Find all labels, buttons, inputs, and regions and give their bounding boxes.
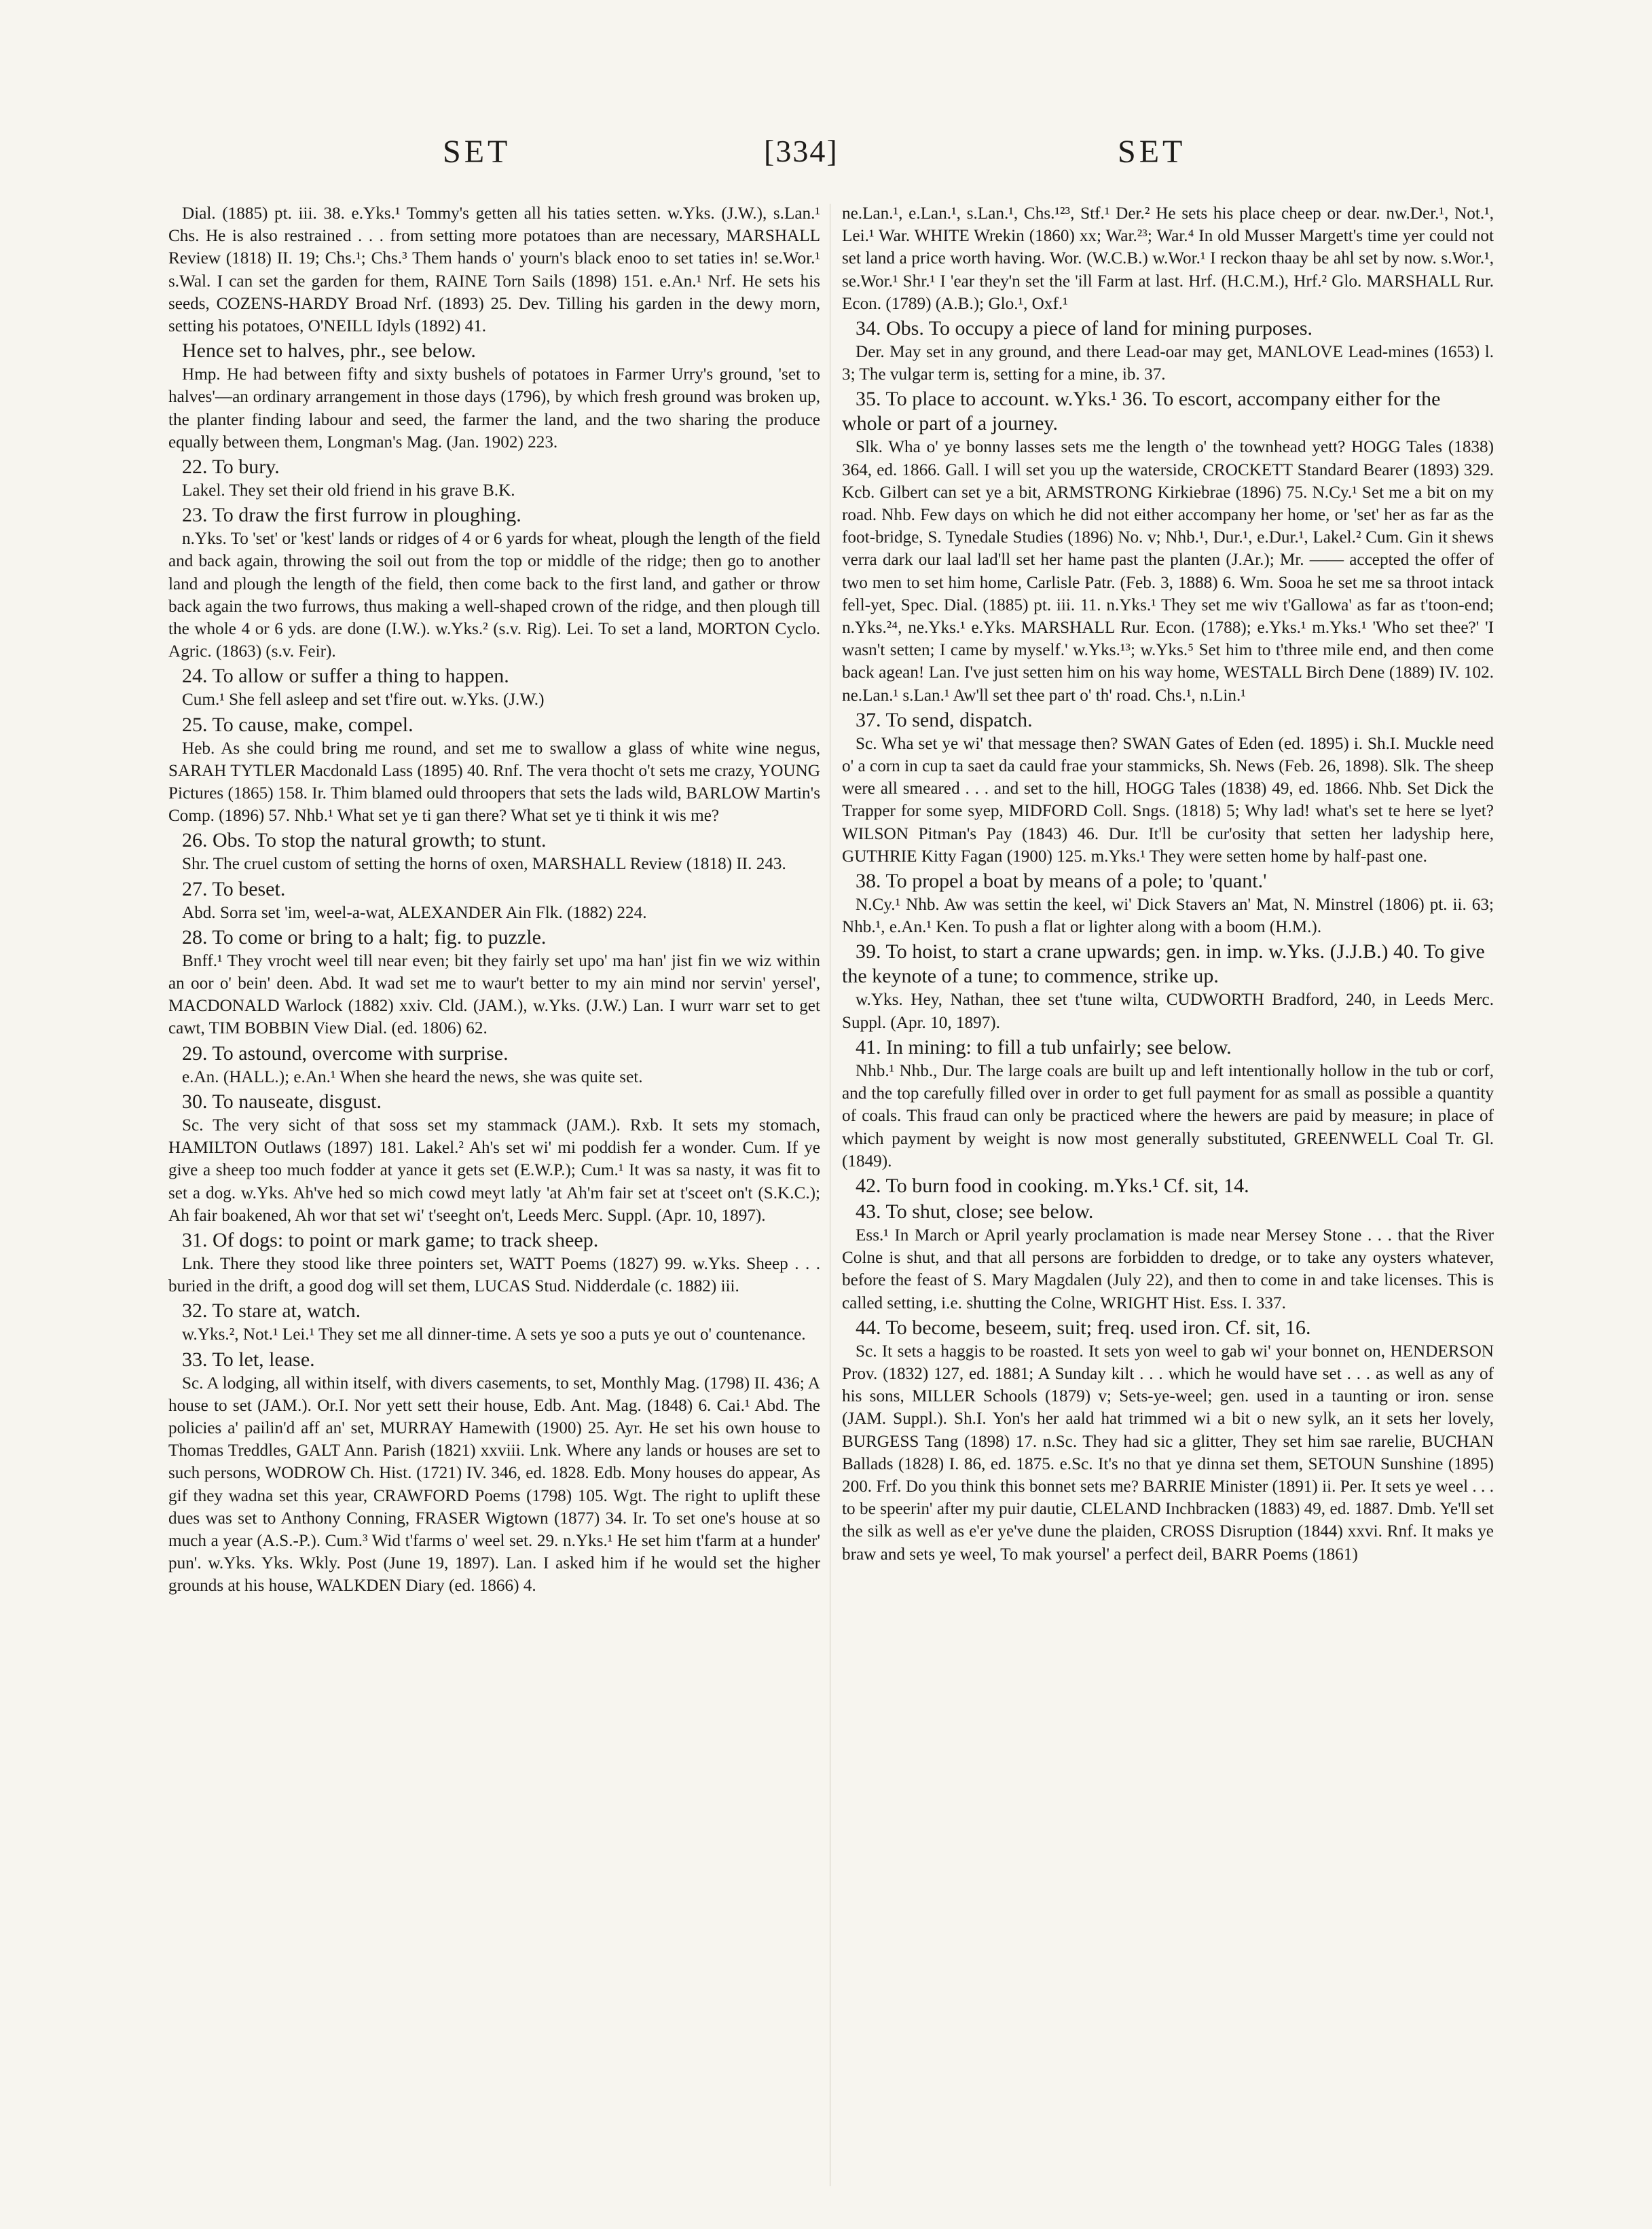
right-column — [842, 202, 1494, 2192]
left-column — [168, 202, 820, 2192]
sense-heading — [168, 455, 820, 479]
citation-paragraph: Sc. A lodging, all within itself, with divers casements, to set, Monthly Mag. (1798) II. 436; A house to set (JAM.). Or.I. Nor yett sett their house, Edb. Ant. Mag. (1848) 6. Cai.¹ Abd. The policies a' pailin'd aff an' set, MURRAY Hamewith (1900) 25. Ayr. He set his own house to Thomas Treddles, GALT Ann. Parish (1821) xxviii. Lnk. Where any lands or houses are set to such persons, WODROW Ch. Hist. (1721) IV. 346, ed. 1828. Edb. Mony houses do appear, As gif they wadna set this year, CRAWFORD Poems (1798) 105. Wgt. The right to uplift these dues was set to Anthony Conning, FRASER Wigtown (1877) 34. Ir. To set one's house at so much a year (A.S.-P.). Cum.³ Wid t'farms o' weel set. 29. n.Yks.¹ He set him t'farm at a hunder' pun'. w.Yks. Yks. Wkly. Post (June 19, 1897). Lan. I asked him if he would set the higher grounds at his house, WALKDEN Diary (ed. 1866) 4. — [168, 1374, 820, 1596]
citation-paragraph: n.Yks. To 'set' or 'kest' lands or ridges of 4 or 6 yards for wheat, plough the length of the field and back again, throwing the soil out from the top or middle of the ridge; then go to another land and plough the length of the field, then come back to the first land, and gather or throw back again the two furrows, thus making a well-shaped crown of the ridge, and then plough till the whole 4 or 6 yds. are done (I.W.). w.Yks.² (s.v. Rig). Lei. To set a land, MORTON Cyclo. Agric. (1863) (s.v. Feir). — [168, 530, 820, 661]
sense-heading — [168, 664, 820, 688]
citation-paragraph: Nhb.¹ Nhb., Dur. The large coals are built up and left intentionally hollow in the tub or corf, and the top carefully filled over in order to get full payment for as small as possible a quantity of coals. This fraud can only be practiced where the hewers are paid by measure; in place of which payment by weight is now most generally substituted, GREENWELL Coal Tr. Gl. (1849). — [842, 1061, 1494, 1171]
sense-heading — [168, 877, 820, 902]
citation-paragraph: Ess.¹ In March or April yearly proclamation is made near Mersey Stone . . . that the River Colne is shut, and that all persons are forbidden to dredge, or to take any oysters whatever, before the feast of S. Mary Magdalen (July 22), and then to come in and take licenses. This is called setting, i.e. shutting the Colne, WRIGHT Hist. Ess. I. 337. — [842, 1226, 1494, 1312]
sense-text: 39. To hoist, to start a crane upwards; gen. in imp. w.Yks. (J.J.B.) 40. To give the keynote of a tune; to commence, strike up. — [842, 940, 1485, 988]
sense-heading — [168, 828, 820, 853]
sense-text: 37. To send, dispatch. — [856, 708, 1033, 731]
citation-paragraph: w.Yks. Hey, Nathan, thee set t'tune wilta, CUDWORTH Bradford, 240, in Leeds Merc. Suppl. (Apr. 10, 1897). — [842, 991, 1494, 1032]
page-header — [0, 133, 1652, 181]
sense-heading — [168, 1090, 820, 1114]
sense-heading — [842, 1035, 1494, 1060]
sense-text: 26. Obs. To stop the natural growth; to stunt. — [182, 829, 547, 852]
sense-text: 42. To burn food in cooking. m.Yks.¹ Cf. sit, 14. — [856, 1174, 1249, 1197]
page-number: [334] — [764, 134, 839, 168]
sense-heading — [842, 1200, 1494, 1224]
sense-text: 27. To beset. — [182, 877, 286, 900]
sense-heading — [168, 1348, 820, 1372]
citation-paragraph: Lnk. There they stood like three pointers set, WATT Poems (1827) 99. w.Yks. Sheep . . . buried in the drift, a good dog will set them, LUCAS Stud. Nidderdale (c. 1882) iii. — [168, 1254, 820, 1296]
sense-heading — [842, 940, 1494, 989]
sense-text: 33. To let, lease. — [182, 1348, 315, 1371]
sense-heading — [842, 708, 1494, 733]
citation-paragraph: Sc. The very sicht of that soss set my stammack (JAM.). Rxb. It sets my stomach, HAMILTON Outlaws (1897) 181. Lakel.² Ah's set wi' mi poddish fer a wonder. Cum. If ye give a sheep too much fodder at yance it gets set (E.W.P.); Cum.¹ It was sa nasty, it was fit to set a dog. w.Yks. Ah've hed so mich cowd meyt latly 'at Ah'm fair set at t'sceet on't (S.K.C.); Ah fair boakened, Ah wor that set wi' t'seeght on't, Leeds Merc. Suppl. (Apr. 10, 1897). — [168, 1116, 820, 1225]
sense-text: 44. To become, beseem, suit; freq. used iron. Cf. sit, 16. — [856, 1316, 1311, 1339]
sense-heading — [168, 1299, 820, 1323]
sense-text: 30. To nauseate, disgust. — [182, 1090, 382, 1113]
citation-paragraph: Shr. The cruel custom of setting the horns of oxen, MARSHALL Review (1818) II. 243. — [182, 855, 786, 874]
sense-text: 29. To astound, overcome with surprise. — [182, 1042, 509, 1065]
sense-heading — [168, 339, 820, 363]
sense-heading — [842, 387, 1494, 436]
citation-paragraph: Dial. (1885) pt. iii. 38. e.Yks.¹ Tommy's getten all his taties setten. w.Yks. (J.W.), s.Lan.¹ Chs. He is also restrained . . . from setting more potatoes than are necessary, MARSHALL Review (1818) II. 19; Chs.¹; Chs.³ Them hands o' yourn's black enoo to set taties in! se.Wor.¹ s.Wal. I can set the garden for them, RAINE Torn Sails (1898) 151. e.An.¹ Nrf. He sets his seeds, COZENS-HARDY Broad Nrf. (1893) 25. Dev. Tilling his garden in the dewy morn, setting his potatoes, O'NEILL Idyls (1892) 41. — [168, 204, 820, 336]
sense-text: 35. To place to account. w.Yks.¹ 36. To escort, accompany either for the whole or part of a journey. — [842, 388, 1441, 435]
citation-paragraph: Sc. It sets a haggis to be roasted. It sets yon weel to gab wi' your bonnet on, HENDERSON Prov. (1832) 127, ed. 1881; A Sunday kilt . . . which he would have set . . . as well as any of his sons, MILLER Schools (1879) v; Sets-ye-weel; gen. used in a taunting or iron. sense (JAM. Suppl.). Sh.I. Yon's her aald hat trimmed wi a bit o new sylk, an it sets her lovely, BURGESS Tang (1898) 17. n.Sc. They had sic a glitter, They set him sae rarelie, BUCHAN Ballads (1828) I. 86, ed. 1875. e.Sc. It's no that ye dinna set them, SETOUN Sunshine (1895) 200. Frf. Do you think this bonnet sets me? BARRIE Minister (1891) ii. Per. It sets ye weel . . . to be speerin' after my puir dautie, CLELAND Inchbracken (1883) 49, ed. 1887. Dmb. Ye'll set the silk as well as e'er ye've dune the plaiden, CROSS Disruption (1844) xxvi. Rnf. It maks ye braw and sets ye weel, To mak yoursel' a perfect deil, BARR Poems (1861) — [842, 1342, 1494, 1564]
citation-paragraph: Bnff.¹ They vrocht weel till near even; bit they fairly set upo' ma han' jist fin we wiz within an oor o' bein' deen. Abd. It wad set me to waur't better to my ain mind nor servin' yersel', MACDONALD Warlock (1882) xxiv. Cld. (JAM.), w.Yks. (J.W.) Lan. I wurr warr set to get cawt, TIM BOBBIN View Dial. (ed. 1806) 62. — [168, 951, 820, 1038]
sense-text: 23. To draw the first furrow in ploughing. — [182, 504, 521, 527]
sense-heading — [168, 1228, 820, 1253]
citation-paragraph: Heb. As she could bring me round, and set me to swallow a glass of white wine negus, SARAH TYTLER Macdonald Lass (1895) 40. Rnf. The vera thocht o't sets me crazy, YOUNG Pictures (1865) 158. Ir. Thim blamed ould throopers that sets the lads wild, BARLOW Martin's Comp. (1896) 57. Nhb.¹ What set ye ti gan there? What set ye ti think it wis me? — [168, 739, 820, 826]
sense-heading — [842, 316, 1494, 341]
citation-paragraph: Abd. Sorra set 'im, weel-a-wat, ALEXANDER Ain Flk. (1882) 224. — [182, 903, 647, 922]
sense-text: 28. To come or bring to a halt; fig. to puzzle. — [182, 925, 547, 948]
citation-paragraph: N.Cy.¹ Nhb. Aw was settin the keel, wi' Dick Stavers an' Mat, N. Minstrel (1806) pt. ii. 63; Nhb.¹, e.An.¹ Ken. To push a flat or lighter along with a boom (H.M.). — [842, 896, 1494, 937]
sense-heading — [842, 1316, 1494, 1340]
sense-text: 43. To shut, close; see below. — [856, 1200, 1094, 1223]
citation-paragraph: Cum.¹ She fell asleep and set t'fire out. w.Yks. (J.W.) — [182, 690, 545, 710]
running-head-left: SET — [443, 134, 511, 170]
sense-heading — [842, 1174, 1494, 1198]
sense-text: Hence set to halves, phr., see below. — [182, 339, 476, 363]
citation-paragraph: w.Yks.², Not.¹ Lei.¹ They set me all dinner-time. A sets ye soo a puts ye out o' countenance. — [182, 1325, 806, 1344]
citation-paragraph: Der. May set in any ground, and there Lead-oar may get, MANLOVE Lead-mines (1653) l. 3; The vulgar term is, setting for a mine, ib. 37. — [842, 343, 1494, 384]
sense-text: 41. In mining: to fill a tub unfairly; see below. — [856, 1035, 1232, 1058]
running-head-right: SET — [1118, 134, 1186, 170]
sense-text: 25. To cause, make, compel. — [182, 713, 414, 736]
sense-heading — [168, 503, 820, 528]
citation-paragraph: ne.Lan.¹, e.Lan.¹, s.Lan.¹, Chs.¹²³, Stf.¹ Der.² He sets his place cheep or dear. nw.Der.¹, Not.¹, Lei.¹ War. WHITE Wrekin (1860) xx; War.²³; War.⁴ In old Musser Margett's time yer could not set land a price worth having. Wor. (W.C.B.) w.Wor.¹ I reckon thaay be ahl set by now. s.Wor.¹, se.Wor.¹ Shr.¹ I 'ear they'n set the 'ill Farm at last. Hrf. (H.C.M.), Hrf.² Glo. MARSHALL Rur. Econ. (1789) (A.B.); Glo.¹, Oxf.¹ — [842, 204, 1494, 313]
sense-text: 38. To propel a boat by means of a pole; to 'quant.' — [856, 870, 1267, 893]
citation-paragraph: Hmp. He had between fifty and sixty bushels of potatoes in Farmer Urry's ground, 'set to halves'—an ordinary arrangement in those days (1796), by which fresh ground was broken up, the planter finding labour and seed, the farmer the land, and the two sharing the produce equally between them, Longman's Mag. (Jan. 1902) 223. — [168, 365, 820, 452]
sense-text: 24. To allow or suffer a thing to happen. — [182, 665, 509, 688]
citation-paragraph: Lakel. They set their old friend in his grave B.K. — [182, 481, 515, 500]
citation-paragraph: Sc. Wha set ye wi' that message then? SWAN Gates of Eden (ed. 1895) i. Sh.I. Muckle need o' a corn in cup ta saet da cauld frae your stammicks, Sh. News (Feb. 26, 1898). Slk. The sheep were all smeared . . . and set to the hill, HOGG Tales (1838) 49, ed. 1866. Nhb. Set Dick the Trapper for some syep, MIDFORD Coll. Sngs. (1818) 5; Why lad! what's set te here se lyet? WILSON Pitman's Pay (1843) 46. Dur. It'll be cur'osity that setten her ladyship here, GUTHRIE Kitty Fagan (1900) 125. m.Yks.¹ They were setten home by half-past one. — [842, 734, 1494, 866]
sense-heading — [842, 869, 1494, 894]
sense-text: 22. To bury. — [182, 456, 280, 479]
citation-paragraph: Slk. Wha o' ye bonny lasses sets me the length o' the townhead yett? HOGG Tales (1838) 364, ed. 1866. Gall. I will set you up the waterside, CROCKETT Standard Bearer (1893) 329. Kcb. Gilbert can set ye a bit, ARMSTRONG Kirkiebrae (1896) 75. N.Cy.¹ Set me a bit on my road. Nhb. Few days on which he did not either accompany her home, or 'set' her as far as the foot-bridge, S. Tynedale Studies (1896) No. v; Nhb.¹, Dur.¹, e.Dur.¹, Lakel.² Cum. Gin it shews verra dark our laal lad'll set her hame past the planten (J.Ar.); Mr. —— accepted the offer of two men to set him home, Carlisle Patr. (Feb. 3, 1888) 6. Wm. Sooa he set me sa throot intack fell-yet, Spec. Dial. (1885) pt. iii. 11. n.Yks.¹ They set me wiv t'Gallowa' as far as t'toon-end; n.Yks.²⁴, ne.Yks.¹ e.Yks. MARSHALL Rur. Econ. (1788); e.Yks.¹ m.Yks.¹ 'Who set thee?' 'I wasn't setten; I came by myself.' w.Yks.¹³; w.Yks.⁵ Set him to t'three mile end, and then come back agean! Lan. I've just setten him on his way home, WESTALL Birch Dene (1889) IV. 102. ne.Lan.¹ s.Lan.¹ Aw'll set thee part o' th' road. Chs.¹, n.Lin.¹ — [842, 438, 1494, 705]
sense-heading — [168, 925, 820, 950]
sense-heading — [168, 1042, 820, 1066]
sense-text: 34. Obs. To occupy a piece of land for mining purposes. — [856, 317, 1313, 340]
sense-text: 32. To stare at, watch. — [182, 1300, 361, 1323]
sense-text: 31. Of dogs: to point or mark game; to track sheep. — [182, 1228, 599, 1251]
sense-heading — [168, 713, 820, 737]
citation-paragraph: e.An. (HALL.); e.An.¹ When she heard the news, she was quite set. — [182, 1067, 643, 1086]
